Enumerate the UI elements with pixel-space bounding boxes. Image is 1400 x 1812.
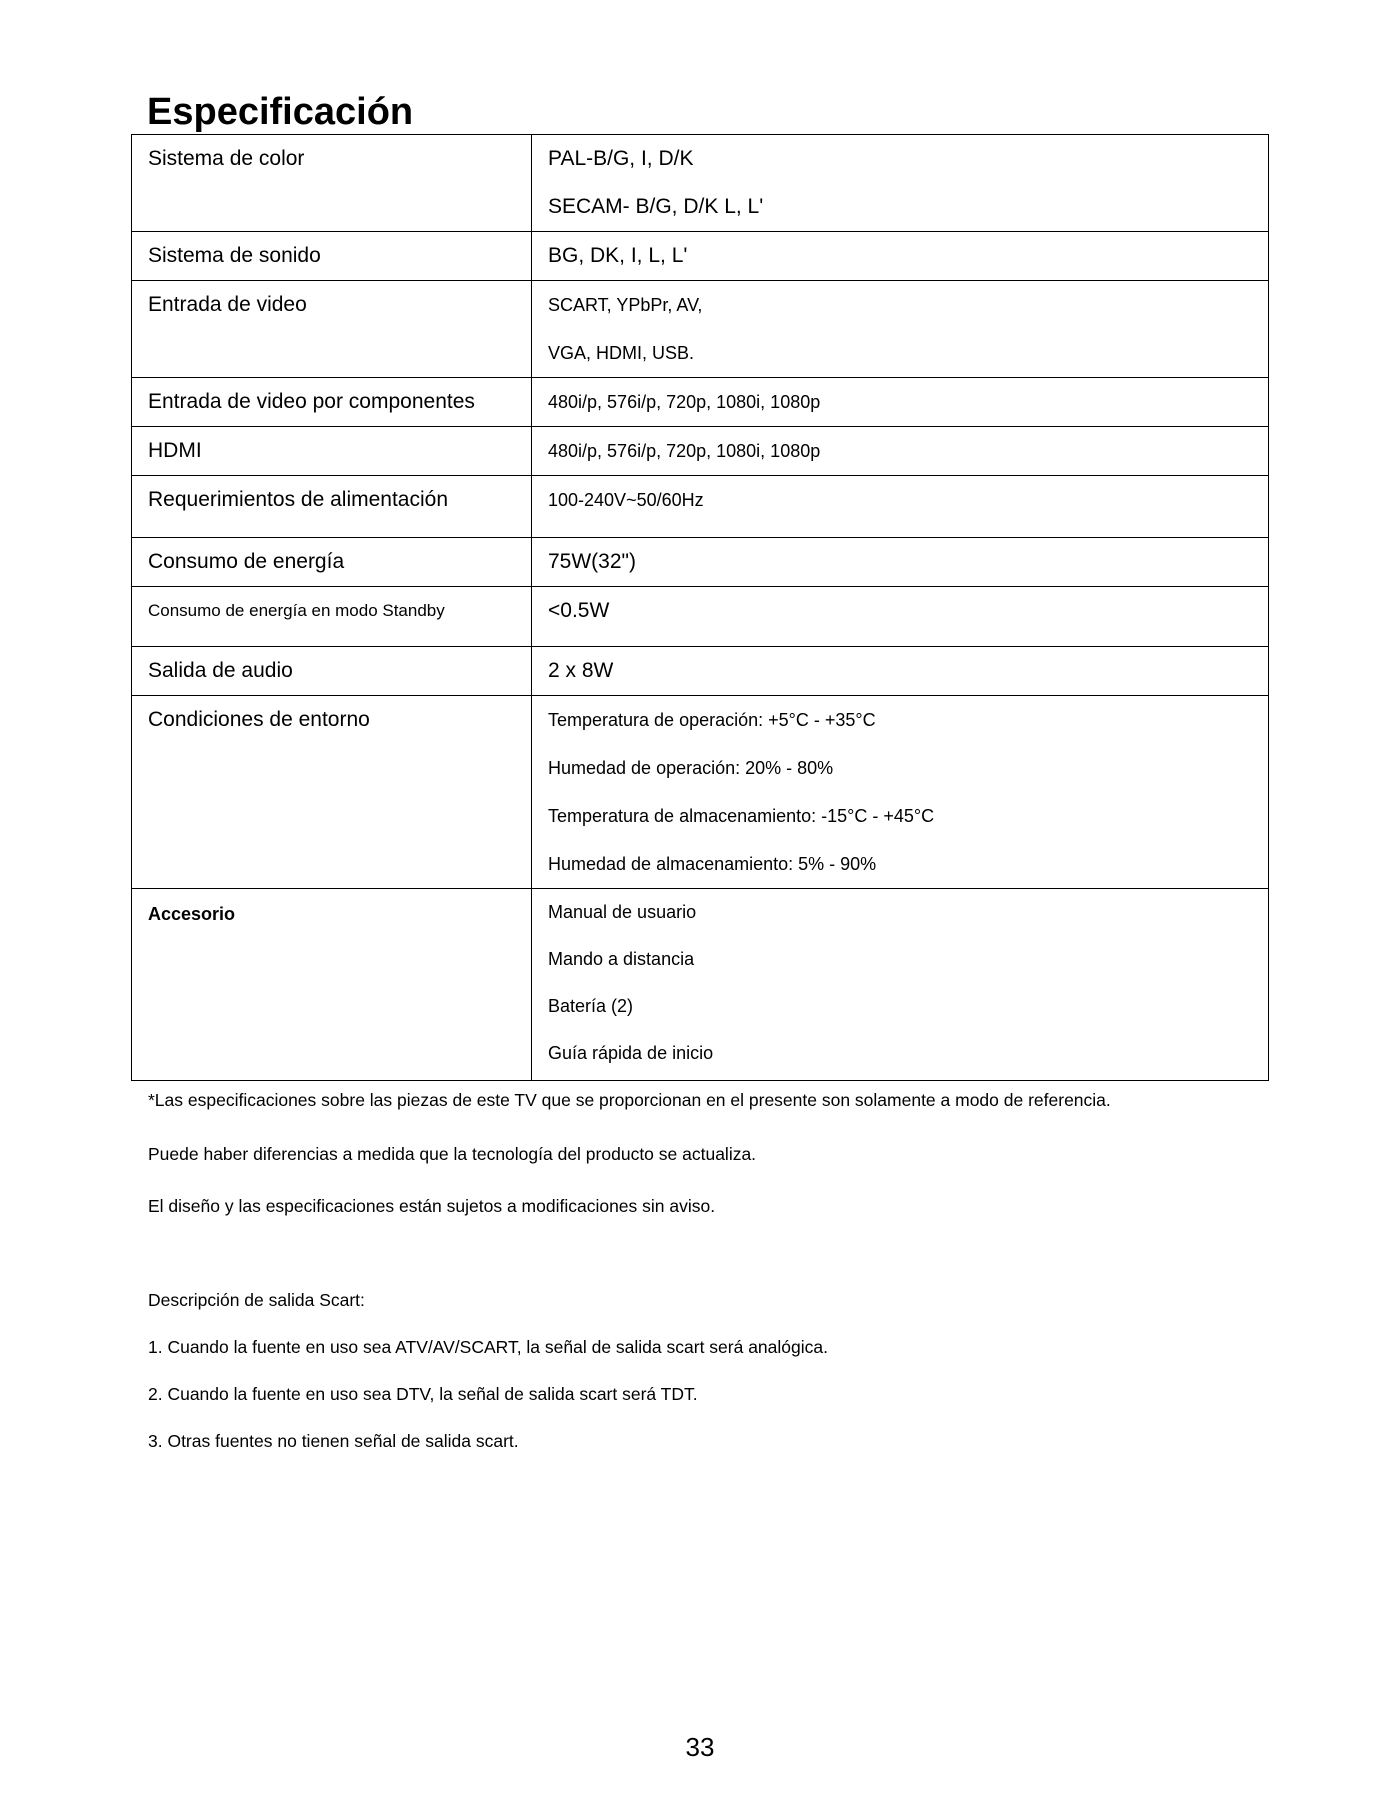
spec-label: Condiciones de entorno: [148, 708, 370, 731]
scart-heading: Descripción de salida Scart:: [148, 1290, 365, 1310]
spec-label: Consumo de energía en modo Standby: [148, 601, 445, 620]
spec-value: BG, DK, I, L, L': [548, 244, 688, 267]
note-text: Puede haber diferencias a medida que la tecnología del producto se actualiza.: [148, 1144, 757, 1164]
spec-label: Sistema de color: [148, 147, 305, 170]
table-row: [132, 889, 1269, 1081]
spec-value: Batería (2): [548, 996, 634, 1016]
spec-table: [131, 134, 1269, 1081]
scart-item: 1. Cuando la fuente en uso sea ATV/AV/SCART, la señal de salida scart será analógica.: [148, 1337, 828, 1357]
page-title: Especificación: [147, 91, 414, 133]
spec-value: SCART, YPbPr, AV,: [548, 295, 703, 315]
note-text: *Las especificaciones sobre las piezas de este TV que se proporcionan en el presente son solamente a modo de referencia.: [148, 1090, 1111, 1110]
spec-label: Accesorio: [148, 904, 236, 924]
spec-label: Sistema de sonido: [148, 244, 321, 267]
table-row: [132, 538, 1269, 587]
spec-value: Temperatura de almacenamiento: -15°C - +45°C: [548, 806, 935, 826]
table-row: [132, 647, 1269, 696]
page-number: 33: [685, 1732, 715, 1762]
spec-value: Humedad de operación: 20% - 80%: [548, 758, 834, 778]
table-row: [132, 587, 1269, 647]
table-row: [132, 281, 1269, 378]
spec-value: 75W(32"): [548, 550, 636, 573]
table-row: [132, 232, 1269, 281]
spec-value: 480i/p, 576i/p, 720p, 1080i, 1080p: [548, 392, 821, 412]
spec-value: 2 x 8W: [548, 659, 614, 682]
spec-value: Manual de usuario: [548, 902, 697, 922]
scart-item: 3. Otras fuentes no tienen señal de salida scart.: [148, 1431, 519, 1451]
spec-value: VGA, HDMI, USB.: [548, 343, 695, 363]
spec-value: Temperatura de operación: +5°C - +35°C: [548, 710, 876, 730]
spec-label: Requerimientos de alimentación: [148, 488, 448, 511]
note-text: El diseño y las especificaciones están sujetos a modificaciones sin aviso.: [148, 1196, 716, 1216]
table-row: [132, 378, 1269, 427]
spec-value: 480i/p, 576i/p, 720p, 1080i, 1080p: [548, 441, 821, 461]
spec-label: Consumo de energía: [148, 550, 345, 573]
spec-value: PAL-B/G, I, D/K: [548, 147, 694, 170]
table-row: [132, 427, 1269, 476]
table-row: [132, 696, 1269, 889]
spec-value: Guía rápida de inicio: [548, 1043, 714, 1063]
spec-value: Mando a distancia: [548, 949, 695, 969]
spec-value: <0.5W: [548, 599, 610, 622]
table-row: [132, 476, 1269, 538]
spec-label: Salida de audio: [148, 659, 293, 682]
table-row: [132, 135, 1269, 232]
spec-label: Entrada de video por componentes: [148, 390, 475, 413]
spec-value: 100-240V~50/60Hz: [548, 490, 704, 510]
spec-label: Entrada de video: [148, 293, 307, 316]
spec-value: SECAM- B/G, D/K L, L': [548, 195, 764, 218]
spec-label: HDMI: [148, 439, 202, 462]
scart-item: 2. Cuando la fuente en uso sea DTV, la señal de salida scart será TDT.: [148, 1384, 698, 1404]
spec-value: Humedad de almacenamiento: 5% - 90%: [548, 854, 877, 874]
